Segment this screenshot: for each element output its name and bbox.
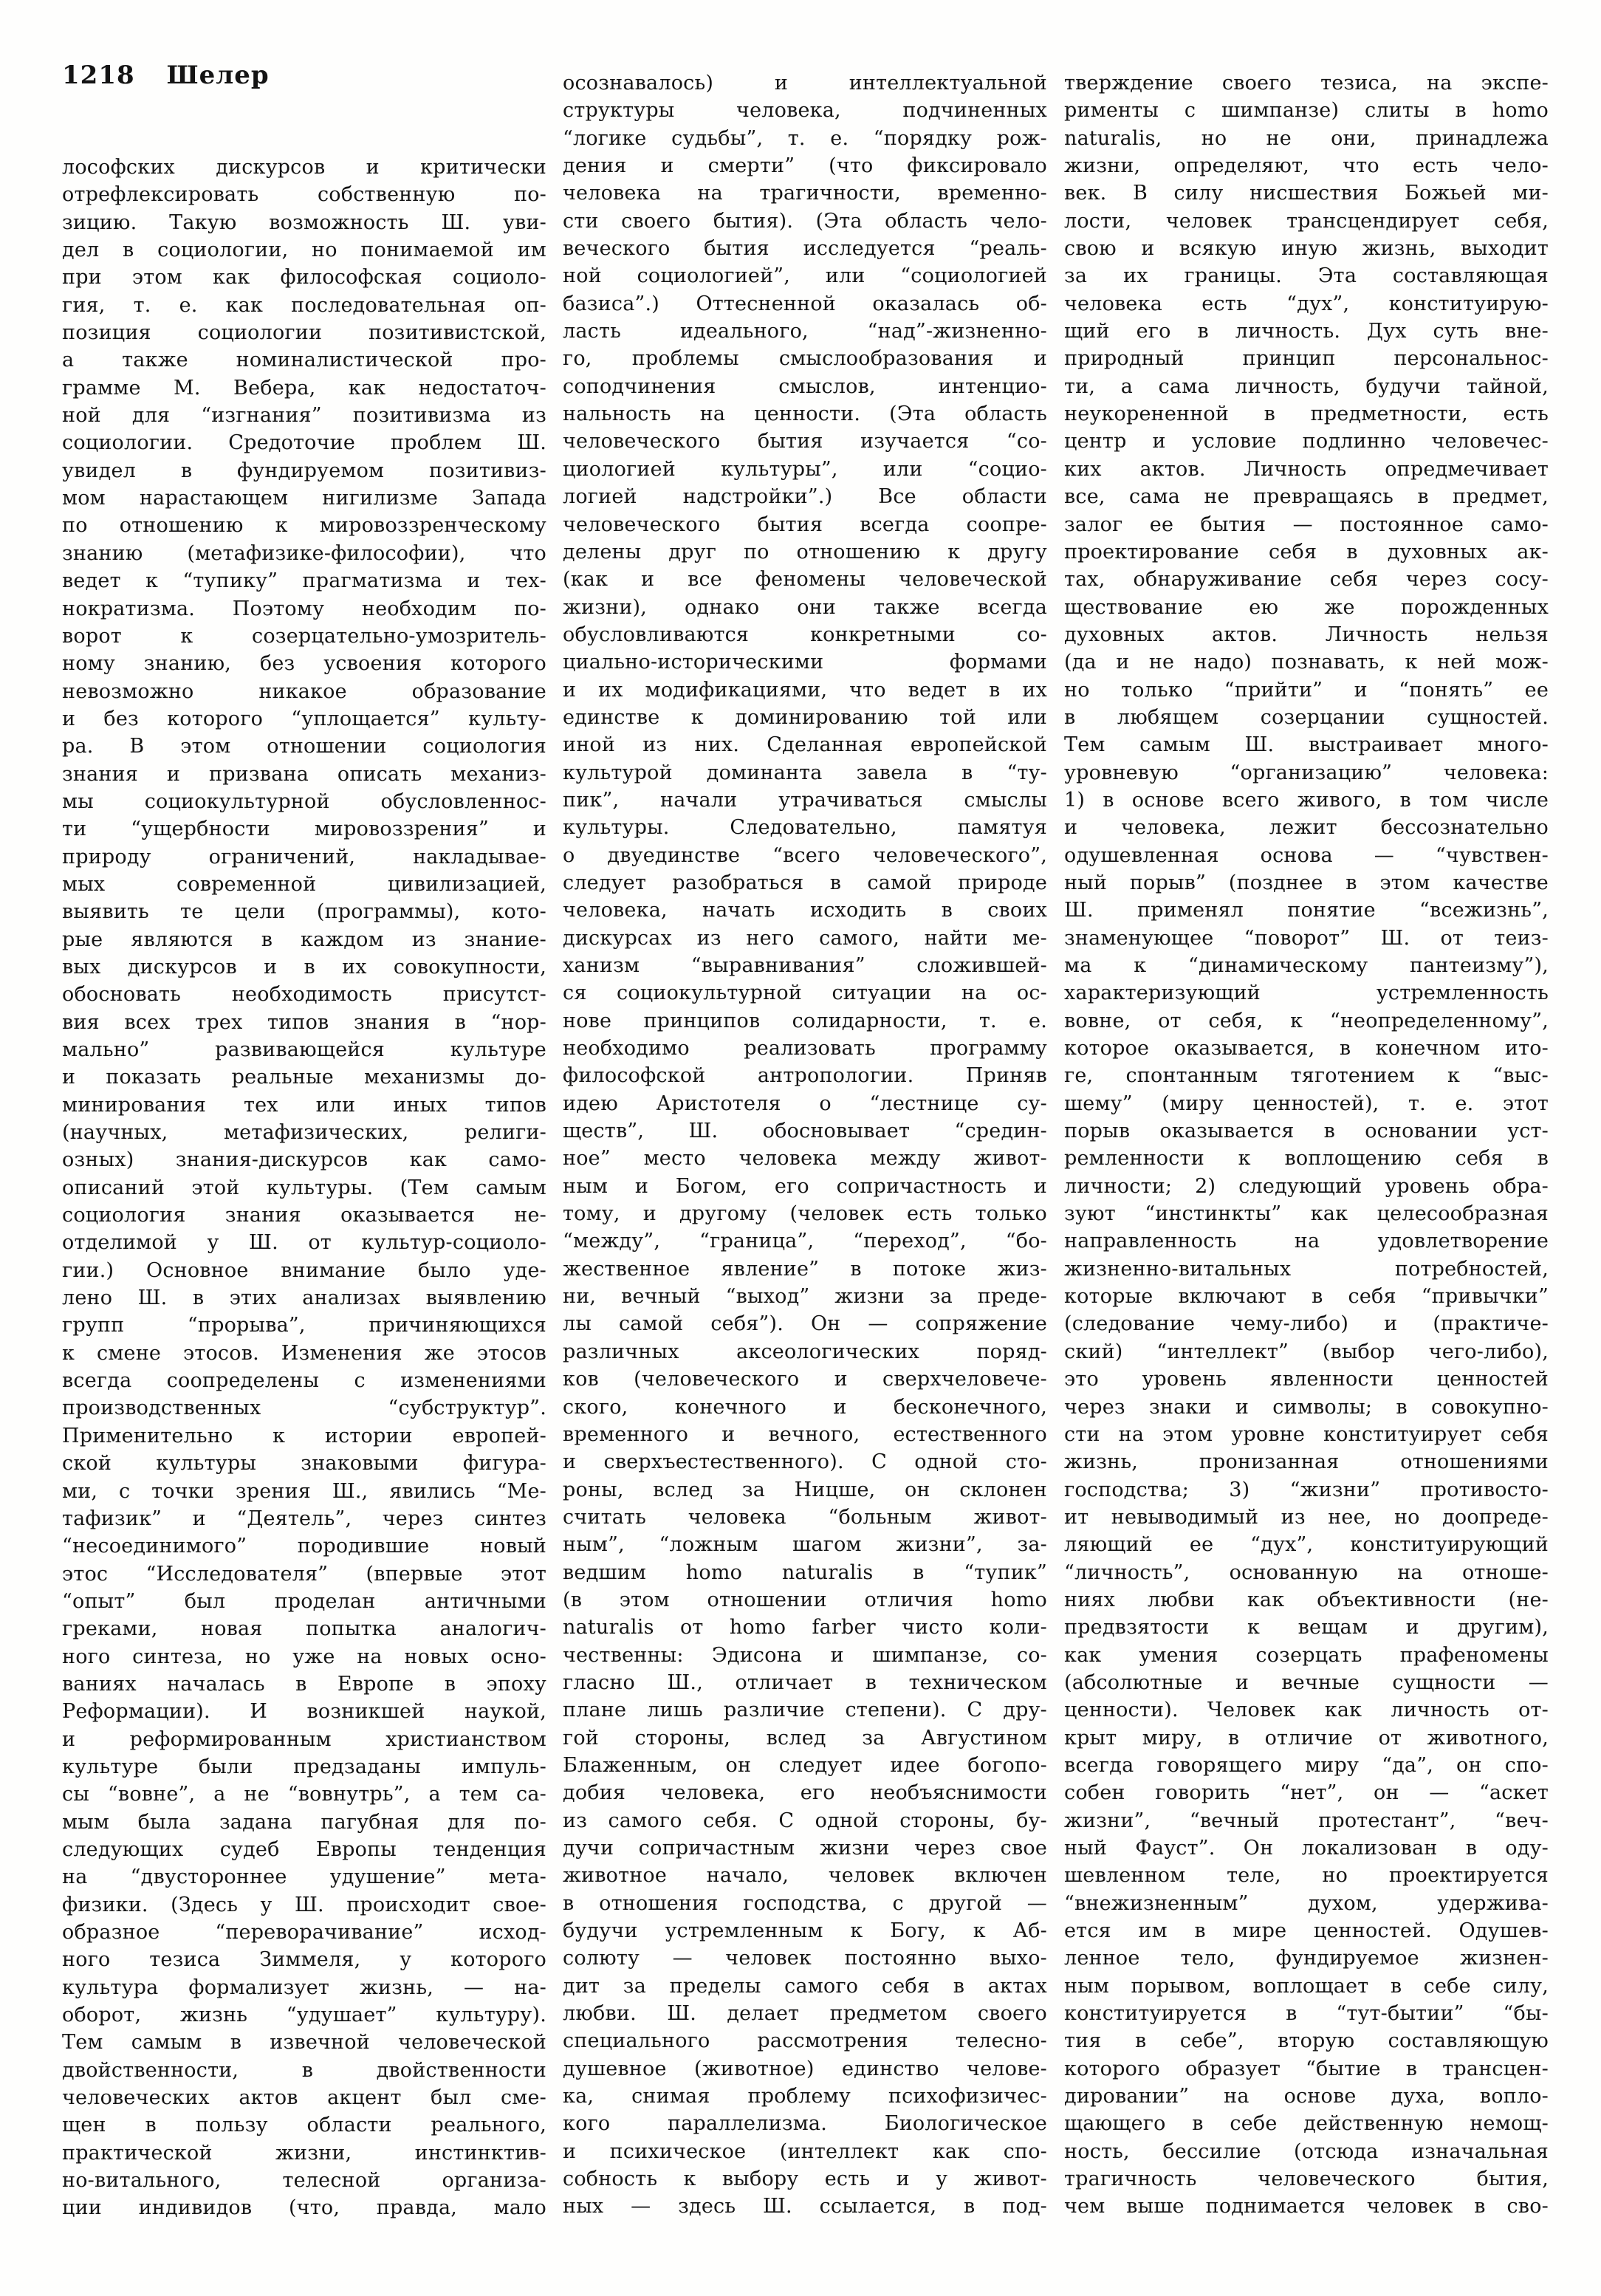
text-line: щий его в личность. Дух суть вне-	[1064, 320, 1549, 343]
text-line: личности; 2) следующий уровень обра-	[1064, 1174, 1549, 1198]
text-line: ка, снимая проблему психофизичес-	[563, 2085, 1047, 2108]
text-line: пик”, начали утрачиваться смыслы	[563, 788, 1047, 812]
text-line: гласно Ш., отличает в техническом	[563, 1670, 1047, 1694]
text-line: ворот к созерцательно-умозритель-	[62, 624, 546, 648]
text-line: вовне, от себя, к “неопределенному”,	[1064, 1009, 1549, 1032]
text-line: направленность на удовлетворение	[1064, 1230, 1549, 1253]
text-line: ти, а сама личность, будучи тайной,	[1064, 374, 1549, 398]
text-line: гия, т. е. как последовательная оп-	[62, 293, 546, 317]
text-line: ваниях началась в Европе в эпоху	[62, 1672, 546, 1696]
text-line: лено Ш. в этих анализах выявлению	[62, 1286, 546, 1310]
text-line: будучи устремленным к Богу, к Аб-	[563, 1919, 1047, 1943]
text-line: человека, начать исходить в своих	[563, 899, 1047, 922]
text-line: ков (человеческого и сверхчеловече-	[563, 1368, 1047, 1391]
text-line: которое оказывается, в конечном ито-	[1064, 1037, 1549, 1060]
text-line: ного тезиса Зиммеля, у которого	[62, 1948, 546, 1972]
text-column-2	[563, 69, 1047, 2221]
text-line: нове принципов солидарности, т. е.	[563, 1009, 1047, 1032]
text-line: культурой доминанта завела в “ту-	[563, 761, 1047, 784]
text-line: 1) в основе всего живого, в том числе	[1064, 788, 1549, 812]
text-line: Блаженным, он следует идее богопо-	[563, 1753, 1047, 1777]
text-line: обусловливаются конкретными со-	[563, 623, 1047, 646]
text-line: озных) знания-дискурсов как само-	[62, 1148, 546, 1172]
text-line: за их границы. Эта составляющая	[1064, 264, 1549, 288]
text-line: ных — здесь Ш. ссылается, в под-	[563, 2195, 1047, 2218]
text-line: гой стороны, вслед за Августином	[563, 1726, 1047, 1750]
text-line: чем выше поднимается человек в сво-	[1064, 2195, 1549, 2218]
text-line: зицию. Такую возможность Ш. уви-	[62, 210, 546, 234]
text-line: чественны: Эдисона и шимпанзе, со-	[563, 1643, 1047, 1667]
text-line: ханизм “выравнивания” сложившей-	[563, 954, 1047, 977]
text-line: неукорененной в предметности, есть	[1064, 402, 1549, 426]
text-line: рименты с шимпанзе) слиты в homo	[1064, 99, 1549, 123]
text-line: (следование чему-либо) и (практиче-	[1064, 1312, 1549, 1336]
text-line: из самого себя. С одной стороны, бу-	[563, 1809, 1047, 1832]
text-line: вых дискурсов и в их совокупности,	[62, 955, 546, 979]
text-line: тах, обнаруживание себя через сосу-	[1064, 568, 1549, 592]
text-line: отделимой у Ш. от культур-социоло-	[62, 1231, 546, 1255]
text-line: ремленности к воплощению себя в	[1064, 1147, 1549, 1171]
text-line: Реформации). И возникшей наукой,	[62, 1700, 546, 1724]
text-line: ному знанию, без усвоения которого	[62, 652, 546, 676]
text-line: плане лишь различие степени). С дру-	[563, 1699, 1047, 1722]
text-line: структуры человека, подчиненных	[563, 99, 1047, 123]
text-line: в отношения господства, с другой —	[563, 1891, 1047, 1915]
text-line: которые включают в себя “привычки”	[1064, 1285, 1549, 1309]
text-line: ведет к “тупику” прагматизма и тех-	[62, 569, 546, 593]
text-line: увидел в фундируемом позитивиз-	[62, 459, 546, 482]
text-line: “между”, “граница”, “переход”, “бо-	[563, 1230, 1047, 1253]
text-line: предвзятости к вещам и другим),	[1064, 1616, 1549, 1639]
text-line: ценности). Человек как личность от-	[1064, 1699, 1549, 1722]
text-line: осознавалось) и интеллектуальной	[563, 72, 1047, 95]
text-line: залог ее бытия — постоянное само-	[1064, 513, 1549, 536]
text-line: выявить те цели (программы), кото-	[62, 900, 546, 924]
text-line: это уровень явленности ценностей	[1064, 1368, 1549, 1391]
text-line: греками, новая попытка аналогич-	[62, 1617, 546, 1641]
text-line: naturalis, но не они, принадлежа	[1064, 126, 1549, 150]
text-line: “опыт” был проделан античными	[62, 1589, 546, 1613]
text-line: знаменующее “поворот” Ш. от теиз-	[1064, 926, 1549, 950]
text-line: лости, человек трансцендирует себя,	[1064, 209, 1549, 233]
text-line: двойственности, в двойственности	[62, 2058, 546, 2082]
text-line: следует разобраться в самой природе	[563, 871, 1047, 894]
text-line: и показать реальные механизмы до-	[62, 1066, 546, 1089]
running-title: Шелер	[166, 61, 270, 90]
text-line: дировании” на основе духа, вопло-	[1064, 2085, 1549, 2108]
text-line: го, проблемы смыслообразования и	[563, 347, 1047, 371]
text-line: но-витального, телесной организа-	[62, 2169, 546, 2193]
text-line: всегда говорящего миру “да”, он спо-	[1064, 1753, 1549, 1777]
text-line: оборот, жизнь “удушает” культуру).	[62, 2004, 546, 2027]
text-line: “личность”, основанную на отноше-	[1064, 1560, 1549, 1584]
text-line: ществ”, Ш. обосновывает “средин-	[563, 1120, 1047, 1143]
text-line: на “двустороннее удушение” мета-	[62, 1865, 546, 1889]
text-line: сти на этом уровне конституирует себя	[1064, 1422, 1549, 1446]
text-line: социологии. Средоточие проблем Ш.	[62, 431, 546, 455]
text-line: (в этом отношении отличия homo	[563, 1588, 1047, 1611]
text-line: мым была задана пагубная для по-	[62, 1810, 546, 1834]
text-line: ведшим homo naturalis в “тупик”	[563, 1560, 1047, 1584]
text-line: к смене этосов. Изменения же этосов	[62, 1341, 546, 1365]
text-line: век. В силу нисшествия Божьей ми-	[1064, 182, 1549, 205]
text-line: ным и Богом, его сопричастность и	[563, 1174, 1047, 1198]
text-line: образное “переворачивание” исход-	[62, 1921, 546, 1944]
text-line: циологией культуры”, или “социо-	[563, 457, 1047, 481]
text-line: дискурсах из него самого, найти ме-	[563, 926, 1047, 950]
text-line: культуры. Следовательно, памятуя	[563, 816, 1047, 840]
text-line: минирования тех или иных типов	[62, 1093, 546, 1117]
text-line: человека есть “дух”, конституирую-	[1064, 292, 1549, 315]
text-line: дения и смерти” (что фиксировало	[563, 154, 1047, 178]
text-line: групп “прорыва”, причиняющихся	[62, 1314, 546, 1337]
text-line: мы социокультурной обусловленнос-	[62, 789, 546, 813]
text-line: все, сама не превращаясь в предмет,	[1064, 485, 1549, 509]
text-line: и человека, лежит бессознательно	[1064, 816, 1549, 840]
text-line: сти своего бытия). (Эта область чело-	[563, 209, 1047, 233]
text-line: тафизик” и “Деятель”, через синтез	[62, 1507, 546, 1530]
text-line: знания и призвана описать механиз-	[62, 762, 546, 786]
text-line: щен в пользу области реального,	[62, 2114, 546, 2137]
text-line: следующих судеб Европы тенденция	[62, 1837, 546, 1861]
text-line: “логике судьбы”, т. е. “порядку рож-	[563, 126, 1047, 150]
text-line: собен говорить “нет”, он — “аскет	[1064, 1781, 1549, 1805]
text-line: мых современной цивилизацией,	[62, 872, 546, 896]
text-line: мом нарастающем нигилизме Запада	[62, 487, 546, 510]
text-line: идею Аристотеля о “лестнице су-	[563, 1092, 1047, 1115]
text-line: а также номиналистической про-	[62, 349, 546, 372]
text-line: человеческих актов акцент был сме-	[62, 2086, 546, 2110]
text-line: жественное явление” в потоке жиз-	[563, 1257, 1047, 1281]
text-line: ное” место человека между живот-	[563, 1147, 1047, 1171]
text-line: тому, и другому (человек есть только	[563, 1202, 1047, 1226]
text-line: ра. В этом отношении социология	[62, 735, 546, 758]
text-line: обосновать необходимость присутст-	[62, 983, 546, 1007]
text-line: производственных “субструктур”.	[62, 1397, 546, 1420]
text-line: человека на трагичности, временно-	[563, 182, 1047, 205]
page-number: 1218	[62, 61, 135, 90]
text-line: ского, конечного и бесконечного,	[563, 1395, 1047, 1419]
text-line: душевное (животное) единство челове-	[563, 2057, 1047, 2080]
text-line: отрефлексировать собственную по-	[62, 183, 546, 207]
text-line: считать человека “больным живот-	[563, 1505, 1047, 1529]
text-line: дел в социологии, но понимаемой им	[62, 239, 546, 262]
text-line: грамме М. Вебера, как недостаточ-	[62, 376, 546, 400]
text-line: циально-историческими формами	[563, 651, 1047, 674]
text-line: ной для “изгнания” позитивизма из	[62, 404, 546, 428]
text-line: ного синтеза, но уже на новых осно-	[62, 1645, 546, 1668]
text-line: лософских дискурсов и критически	[62, 156, 546, 179]
text-line: тверждение своего тезиса, на экспе-	[1064, 72, 1549, 95]
text-line: в любящем созерцании сущностей.	[1064, 705, 1549, 729]
text-line: Тем самым в извечной человеческой	[62, 2031, 546, 2055]
text-line: различных аксеологических поряд-	[563, 1340, 1047, 1363]
text-line: солюту — человек постоянно выхо-	[563, 1947, 1047, 1970]
text-line: роны, вслед за Ницше, он склонен	[563, 1478, 1047, 1501]
text-line: практической жизни, инстинктив-	[62, 2141, 546, 2165]
text-line: господства; 3) “жизни” противосто-	[1064, 1478, 1549, 1501]
text-line: специального рассмотрения телесно-	[563, 2029, 1047, 2053]
text-line: ный порыв” (позднее в этом качестве	[1064, 871, 1549, 894]
text-line: знанию (метафизике-философии), что	[62, 541, 546, 565]
text-line: naturalis от homo farber чисто коли-	[563, 1616, 1047, 1639]
text-line: человеческого бытия изучается “со-	[563, 430, 1047, 453]
text-line: уровневую “организацию” человека:	[1064, 761, 1549, 784]
text-line: ным”, “ложным шагом жизни”, за-	[563, 1533, 1047, 1557]
text-line: жизненно-витальных потребностей,	[1064, 1257, 1549, 1281]
text-line: и их модификациями, что ведет в их	[563, 678, 1047, 702]
text-line: и психическое (интеллект как спо-	[563, 2139, 1047, 2163]
text-line: жизни”, “вечный протестант”, “веч-	[1064, 1809, 1549, 1832]
text-line: философской антропологии. Приняв	[563, 1064, 1047, 1088]
text-column-1	[62, 154, 546, 2222]
text-line: логией надстройки”.) Все области	[563, 485, 1047, 509]
text-line: природу ограничений, накладывае-	[62, 845, 546, 868]
text-line: дучи сопричастным жизни через свое	[563, 1837, 1047, 1860]
text-line: сы “вовне”, а не “вовнутрь”, а тем са-	[62, 1783, 546, 1806]
text-line: ской культуры знаковыми фигура-	[62, 1452, 546, 1476]
text-line: ляющий ее “дух”, конституирующий	[1064, 1533, 1549, 1557]
text-line: и сверхъестественного). С одной сто-	[563, 1450, 1047, 1474]
text-line: порыв оказывается в основании уст-	[1064, 1120, 1549, 1143]
text-line: рые являются в каждом из знание-	[62, 928, 546, 951]
text-line: ным порывом, воплощает в себе силу,	[1064, 1974, 1549, 1998]
text-line: как умения созерцать прафеномены	[1064, 1643, 1549, 1667]
text-line: ленное тело, фундируемое жизнен-	[1064, 1947, 1549, 1970]
text-line: “внежизненным” духом, удержива-	[1064, 1891, 1549, 1915]
text-line: соподчинения смыслов, интенцио-	[563, 374, 1047, 398]
text-line: кого параллелизма. Биологическое	[563, 2112, 1047, 2136]
text-line: (абсолютные и вечные сущности —	[1064, 1670, 1549, 1694]
text-line: ких актов. Личность опредмечивает	[1064, 457, 1549, 481]
text-line: (да и не надо) познавать, к ней мож-	[1064, 651, 1549, 674]
text-line: жизни), однако они также всегда	[563, 595, 1047, 619]
text-line: ми, с точки зрения Ш., явились “Ме-	[62, 1479, 546, 1503]
text-line: невозможно никакое образование	[62, 679, 546, 703]
text-line: ит невыводимый из нее, но доопреде-	[1064, 1505, 1549, 1529]
text-line: зуют “инстинкты” как целесообразная	[1064, 1202, 1549, 1226]
text-line: культура формализует жизнь, — на-	[62, 1975, 546, 1999]
text-column-3	[1064, 69, 1549, 2221]
text-line: природный принцип персональнос-	[1064, 347, 1549, 371]
text-line: шему” (миру ценностей), т. е. этот	[1064, 1092, 1549, 1115]
text-line: ность, бессилие (отсюда изначальная	[1064, 2139, 1549, 2163]
text-line: и без которого “уплощается” культу-	[62, 707, 546, 730]
text-line: делены друг по отношению к другу	[563, 540, 1047, 563]
text-line: веческого бытия исследуется “реаль-	[563, 237, 1047, 261]
text-line: центр и условие подлинно человечес-	[1064, 430, 1549, 453]
text-line: (научных, метафизических, религи-	[62, 1121, 546, 1145]
text-line: описаний этой культуры. (Тем самым	[62, 1176, 546, 1199]
text-line: ной социологией”, или “социологией	[563, 264, 1047, 288]
text-line: этос “Исследователя” (впервые этот	[62, 1562, 546, 1586]
text-line: необходимо реализовать программу	[563, 1037, 1047, 1060]
text-line: Ш. применял понятие “всежизнь”,	[1064, 899, 1549, 922]
text-line: гии.) Основное внимание было уде-	[62, 1258, 546, 1282]
text-line: конституируется в “тут-бытии” “бы-	[1064, 2002, 1549, 2026]
text-line: временного и вечного, естественного	[563, 1422, 1047, 1446]
text-line: всегда соопределены с изменениями	[62, 1369, 546, 1393]
text-line: базиса”.) Оттесненной оказалась об-	[563, 292, 1047, 315]
text-line: (как и все феномены человеческой	[563, 568, 1047, 592]
text-line: ти “ущербности мировоззрения” и	[62, 818, 546, 841]
text-line: лы самой себя”). Он — сопряжение	[563, 1312, 1047, 1336]
text-line: социология знания оказывается не-	[62, 1204, 546, 1227]
text-line: шевленном теле, но проектируется	[1064, 1864, 1549, 1888]
text-line: культуре были предзаданы импуль-	[62, 1755, 546, 1778]
text-line: ский) “интеллект” (выбор чего-либо),	[1064, 1340, 1549, 1363]
text-line: ма к “динамическому пантеизму”),	[1064, 954, 1549, 977]
text-line: ции индивидов (что, правда, мало	[62, 2196, 546, 2220]
text-line: и реформированным христианством	[62, 1727, 546, 1751]
text-line: ный Фауст”. Он локализован в оду-	[1064, 1837, 1549, 1860]
text-line: крыт миру, в отличие от животного,	[1064, 1726, 1549, 1750]
text-line: через знаки и символы; в совокупно-	[1064, 1395, 1549, 1419]
text-line: одушевленная основа — “чувствен-	[1064, 843, 1549, 867]
text-line: любви. Ш. делает предметом своего	[563, 2002, 1047, 2026]
text-line: трагичность человеческого бытия,	[1064, 2168, 1549, 2191]
text-line: единстве к доминированию той или	[563, 705, 1047, 729]
text-line: животное начало, человек включен	[563, 1864, 1047, 1888]
text-line: при этом как философская социоло-	[62, 266, 546, 289]
text-line: добия человека, его необъяснимости	[563, 1781, 1047, 1805]
text-line: ется им в мире ценностей. Одушев-	[1064, 1919, 1549, 1943]
text-line: человеческого бытия всегда соопре-	[563, 513, 1047, 536]
text-line: которого образует “бытие в трансцен-	[1064, 2057, 1549, 2080]
text-line: свою и всякую иную жизнь, выходит	[1064, 237, 1549, 261]
text-line: по отношению к мировоззренческому	[62, 514, 546, 538]
text-line: тия в себе”, вторую составляющую	[1064, 2029, 1549, 2053]
text-line: ся социокультурной ситуации на ос-	[563, 981, 1047, 1005]
text-line: дит за пределы самого себя в актах	[563, 1974, 1047, 1998]
text-line: мально” развивающейся культуре	[62, 1038, 546, 1061]
text-line: Применительно к истории европей-	[62, 1424, 546, 1447]
text-line: но только “прийти” и “понять” ее	[1064, 678, 1549, 702]
text-line: о двуединстве “всего человеческого”,	[563, 843, 1047, 867]
text-line: жизни, определяют, что есть чело-	[1064, 154, 1549, 178]
text-line: нократизма. Поэтому необходим по-	[62, 597, 546, 620]
text-line: собность к выбору есть и у живот-	[563, 2168, 1047, 2191]
text-line: иной из них. Сделанная европейской	[563, 733, 1047, 757]
text-line: вия всех трех типов знания в “нор-	[62, 1010, 546, 1034]
text-line: жизнь, пронизанная отношениями	[1064, 1450, 1549, 1474]
text-line: характеризующий устремленность	[1064, 981, 1549, 1005]
text-line: “несоединимого” породившие новый	[62, 1535, 546, 1558]
text-line: щающего в себе действенную немощ-	[1064, 2112, 1549, 2136]
text-line: проектирование себя в духовных ак-	[1064, 540, 1549, 563]
text-line: ласть идеального, “над”-жизненно-	[563, 320, 1047, 343]
text-line: ни, вечный “выход” жизни за преде-	[563, 1285, 1047, 1309]
running-header	[62, 61, 270, 90]
text-line: ниях любви как объективности (не-	[1064, 1588, 1549, 1611]
text-line: духовных актов. Личность нельзя	[1064, 623, 1549, 646]
text-line: физики. (Здесь у Ш. происходит свое-	[62, 1893, 546, 1916]
text-line: ществование ею же порожденных	[1064, 595, 1549, 619]
text-line: нальность на ценности. (Эта область	[563, 402, 1047, 426]
text-line: ге, спонтанным тяготением к “выс-	[1064, 1064, 1549, 1088]
text-line: позиция социологии позитивистской,	[62, 321, 546, 345]
text-line: Тем самым Ш. выстраивает много-	[1064, 733, 1549, 757]
